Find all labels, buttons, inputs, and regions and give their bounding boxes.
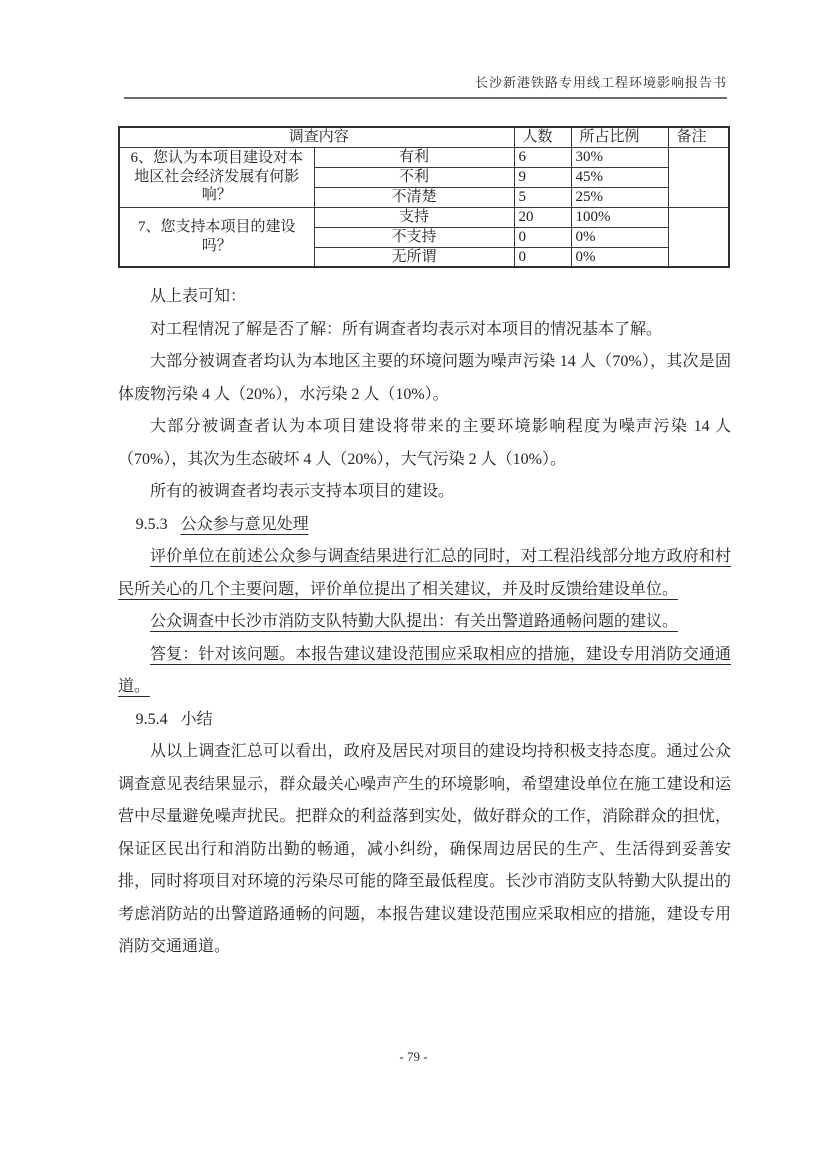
note-cell bbox=[668, 147, 729, 207]
ratio-cell: 45% bbox=[571, 167, 668, 187]
option-cell: 支持 bbox=[314, 207, 514, 227]
ratio-cell: 25% bbox=[571, 187, 668, 207]
paragraph-summary: 从以上调查汇总可以看出，政府及居民对项目的建设均持积极支持态度。通过公众调查意见表结果显示，群众最关心噪声产生的环境影响，希望建设单位在施工建设和运营中尽量避免噪声扰民。把群众的利益落到实处，做好群众的工作，消除群众的担忧，保证区民出行和消防出勤的畅通，减小纠纷，确保周边居民的生产、生活得到妥善安排，同时将项目对环境的污染尽可能的降至最低程度。长沙市消防支队特勤大队提出的考虑消防站的出警道路通畅的问题，本报告建议建设范围应采取相应的措施，建设专用消防交通通道。 bbox=[118, 743, 731, 956]
page-number: - 79 - bbox=[399, 1049, 428, 1064]
section-title: 小结 bbox=[180, 710, 213, 728]
option-cell: 不利 bbox=[314, 167, 514, 187]
ratio-cell: 0% bbox=[571, 227, 668, 247]
header-title: 长沙新港铁路专用线工程环境影响报告书 bbox=[474, 75, 727, 90]
document-body bbox=[118, 281, 731, 964]
section-heading-9-5-4 bbox=[118, 704, 731, 737]
note-cell bbox=[668, 207, 729, 267]
table-row bbox=[119, 147, 729, 167]
section-title: 公众参与意见处理 bbox=[180, 515, 309, 533]
question-cell: 7、您支持本项目的建设吗？ bbox=[119, 207, 314, 267]
ratio-cell: 30% bbox=[571, 147, 668, 167]
survey-results-table bbox=[118, 126, 730, 269]
option-cell: 不支持 bbox=[314, 227, 514, 247]
ratio-cell: 0% bbox=[571, 247, 668, 267]
option-cell: 无所谓 bbox=[314, 247, 514, 267]
ratio-cell: 100% bbox=[571, 207, 668, 227]
count-cell: 6 bbox=[514, 147, 571, 167]
section-number: 9.5.3 bbox=[135, 515, 168, 533]
option-cell: 不清楚 bbox=[314, 187, 514, 207]
count-cell: 5 bbox=[514, 187, 571, 207]
count-cell: 0 bbox=[514, 227, 571, 247]
column-header-ratio: 所占比例 bbox=[571, 127, 668, 147]
option-cell: 有利 bbox=[314, 147, 514, 167]
paragraph-env-impact: 大部分被调查者认为本项目建设将带来的主要环境影响程度为噪声污染 14 人（70%），其次为生态破坏 4 人（20%），大气污染 2 人（10%）。 bbox=[118, 418, 731, 468]
count-cell: 0 bbox=[514, 247, 571, 267]
paragraph-feedback: 评价单位在前述公众参与调查结果进行汇总的同时，对工程沿线部分地方政府和村民所关心的几个主要问题，评价单位提出了相关建议，并及时反馈给建设单位。 bbox=[118, 548, 731, 598]
table-header-row bbox=[119, 127, 729, 147]
paragraph-env-problem: 大部分被调查者均认为本地区主要的环境问题为噪声污染 14 人（70%），其次是固体废物污染 4 人（20%），水污染 2 人（10%）。 bbox=[118, 353, 731, 403]
paragraph-know: 对工程情况了解是否了解：所有调查者均表示对本项目的情况基本了解。 bbox=[150, 320, 663, 338]
paragraph-fire-question: 公众调查中长沙市消防支队特勤大队提出：有关出警道路通畅问题的建议。 bbox=[150, 613, 679, 631]
paragraph-intro: 从上表可知： bbox=[150, 288, 247, 306]
section-number: 9.5.4 bbox=[135, 710, 168, 728]
column-header-content: 调查内容 bbox=[119, 127, 514, 147]
paragraph-fire-answer: 答复：针对该问题。本报告建议建设范围应采取相应的措施，建设专用消防交通通道。 bbox=[118, 645, 731, 696]
question-cell: 6、您认为本项目建设对本地区社会经济发展有何影响？ bbox=[119, 147, 314, 207]
column-header-count: 人数 bbox=[514, 127, 571, 147]
count-cell: 9 bbox=[514, 167, 571, 187]
table-row bbox=[119, 207, 729, 227]
count-cell: 20 bbox=[514, 207, 571, 227]
paragraph-support: 所有的被调查者均表示支持本项目的建设。 bbox=[150, 483, 455, 501]
section-heading-9-5-3 bbox=[118, 509, 731, 542]
column-header-note: 备注 bbox=[668, 127, 729, 147]
page-header bbox=[124, 74, 727, 99]
